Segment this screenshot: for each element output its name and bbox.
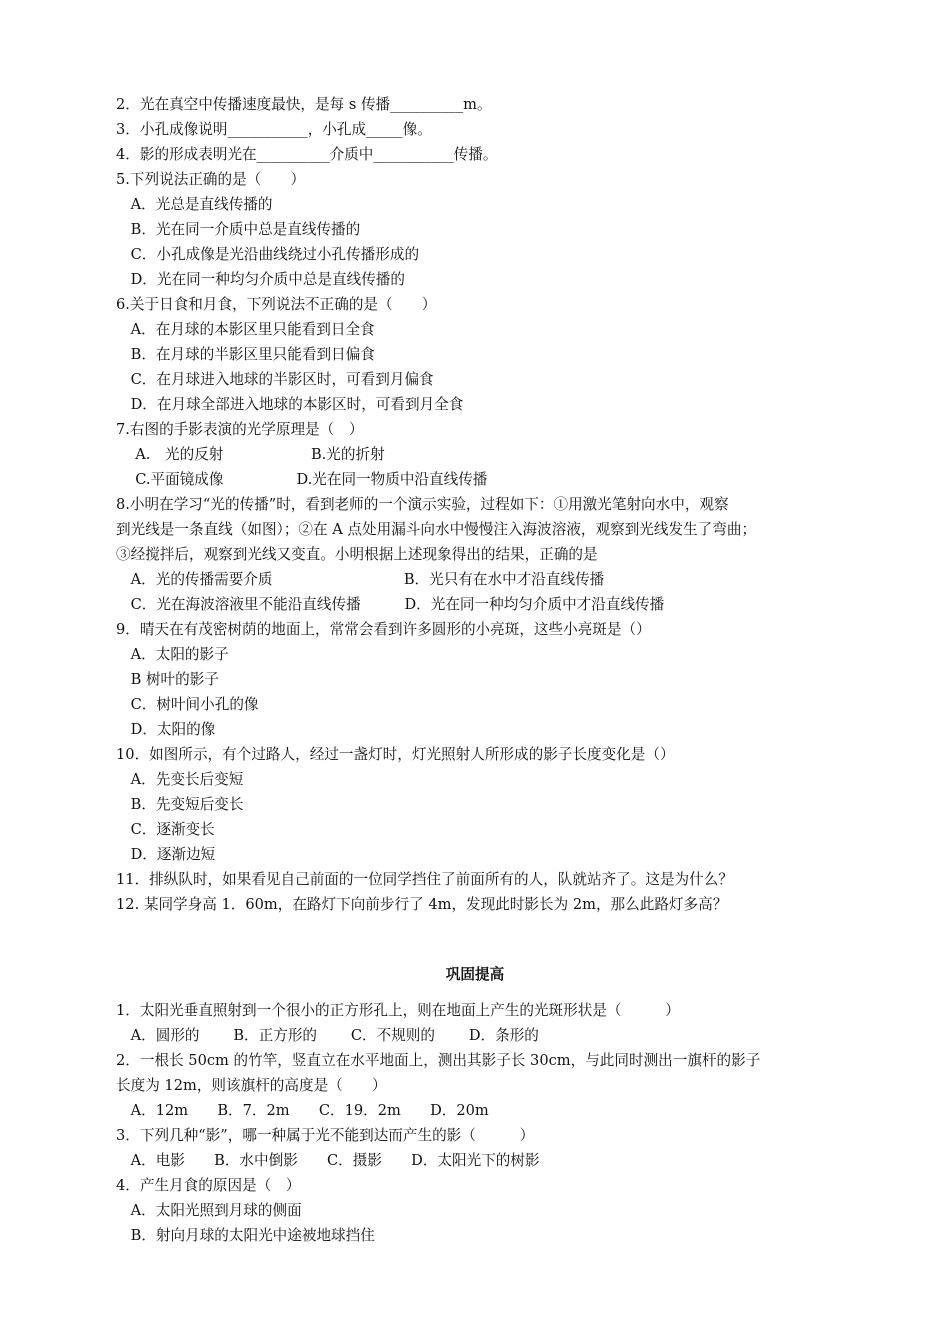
question-4-line: 4．影的形成表明光在__________介质中___________传播。 [116,146,498,163]
question-7-options-ab: A. 光的反射 B.光的折射 [116,446,385,463]
question-6-option-b: B．在月球的半影区里只能看到日偏食 [116,346,375,363]
review-question-4-stem: 4．产生月食的原因是（ ） [116,1177,301,1194]
question-6-option-c: C．在月球进入地球的半影区时，可看到月偏食 [116,371,434,388]
review-question-3-stem: 3．下列几种“影”，哪一种属于光不能到达而产生的影（ ） [116,1127,535,1144]
review-question-4-option-b: B．射向月球的太阳光中途被地球挡住 [116,1227,375,1244]
question-8-stem-line-2: 到光线是一条直线（如图）；②在 A 点处用漏斗向水中慢慢注入海波溶液，观察到光线发生了弯曲； [116,521,757,538]
question-11-line: 11．排纵队时，如果看见自己前面的一位同学挡住了前面所有的人，队就站齐了。这是为什么？ [116,871,733,888]
review-question-2-stem-line-2: 长度为 12m，则该旗杆的高度是（ ） [116,1077,387,1094]
review-question-2-options: A．12m B．7．2m C．19．2m D．20m [116,1102,489,1119]
question-7-options-cd: C.平面镜成像 D.光在同一物质中沿直线传播 [116,471,488,488]
question-6-stem: 6.关于日食和月食，下列说法不正确的是（ ） [116,296,437,313]
review-question-1-stem: 1．太阳光垂直照射到一个很小的正方形孔上，则在地面上产生的光斑形状是（ ） [116,1002,680,1019]
question-8-options-cd: C．光在海波溶液里不能沿直线传播 D．光在同一种均匀介质中才沿直线传播 [116,596,665,613]
question-8-stem-line-1: 8.小明在学习“光的传播”时，看到老师的一个演示实验，过程如下：①用激光笔射向水中，观察 [116,496,729,513]
question-10-option-b: B．先变短后变长 [116,796,244,813]
question-3-line: 3．小孔成像说明___________，小孔成_____像。 [116,121,432,138]
question-7-stem: 7.右图的手影表演的光学原理是（ ） [116,421,364,438]
question-9-option-b: B 树叶的影子 [116,671,219,688]
question-5-stem: 5.下列说法正确的是（ ） [116,171,306,188]
question-6-option-d: D．在月球全部进入地球的本影区时，可看到月全食 [116,396,464,413]
question-9-stem: 9．晴天在有茂密树荫的地面上，常常会看到许多圆形的小亮斑，这些小亮斑是（） [116,621,651,638]
question-9-option-c: C．树叶间小孔的像 [116,696,259,713]
question-2-line: 2．光在真空中传播速度最快，是每 s 传播__________m。 [116,96,492,113]
question-8-options-ab: A．光的传播需要介质 B．光只有在水中才沿直线传播 [116,571,605,588]
question-5-option-d: D．光在同一种均匀介质中总是直线传播的 [116,271,405,288]
question-10-stem: 10．如图所示，有个过路人，经过一盏灯时，灯光照射人所形成的影子长度变化是（） [116,746,675,763]
question-12-line: 12. 某同学身高 1．60m，在路灯下向前步行了 4m，发现此时影长为 2m，那么此路灯多高？ [116,896,728,913]
question-9-option-a: A．太阳的影子 [116,646,229,663]
question-9-option-d: D．太阳的像 [116,721,216,738]
question-5-option-c: C．小孔成像是光沿曲线绕过小孔传播形成的 [116,246,420,263]
section-heading: 巩固提高 [445,966,505,983]
question-10-option-c: C．逐渐变长 [116,821,215,838]
question-10-option-a: A．先变长后变短 [116,771,244,788]
question-8-stem-line-3: ③经搅拌后，观察到光线又变直。小明根据上述现象得出的结果，正确的是 [116,546,598,563]
question-6-option-a: A．在月球的本影区里只能看到日全食 [116,321,375,338]
question-10-option-d: D．逐渐边短 [116,846,216,863]
review-question-2-stem-line-1: 2．一根长 50cm 的竹竿，竖直立在水平地面上，测出其影子长 30cm，与此同时测出一旗杆的影子 [116,1052,761,1069]
review-question-1-options: A．圆形的 B．正方形的 C．不规则的 D．条形的 [116,1027,539,1044]
review-question-3-options: A．电影 B．水中倒影 C．摄影 D．太阳光下的树影 [116,1152,540,1169]
review-question-4-option-a: A．太阳光照到月球的侧面 [116,1202,302,1219]
question-5-option-a: A．光总是直线传播的 [116,196,273,213]
question-5-option-b: B．光在同一介质中总是直线传播的 [116,221,361,238]
